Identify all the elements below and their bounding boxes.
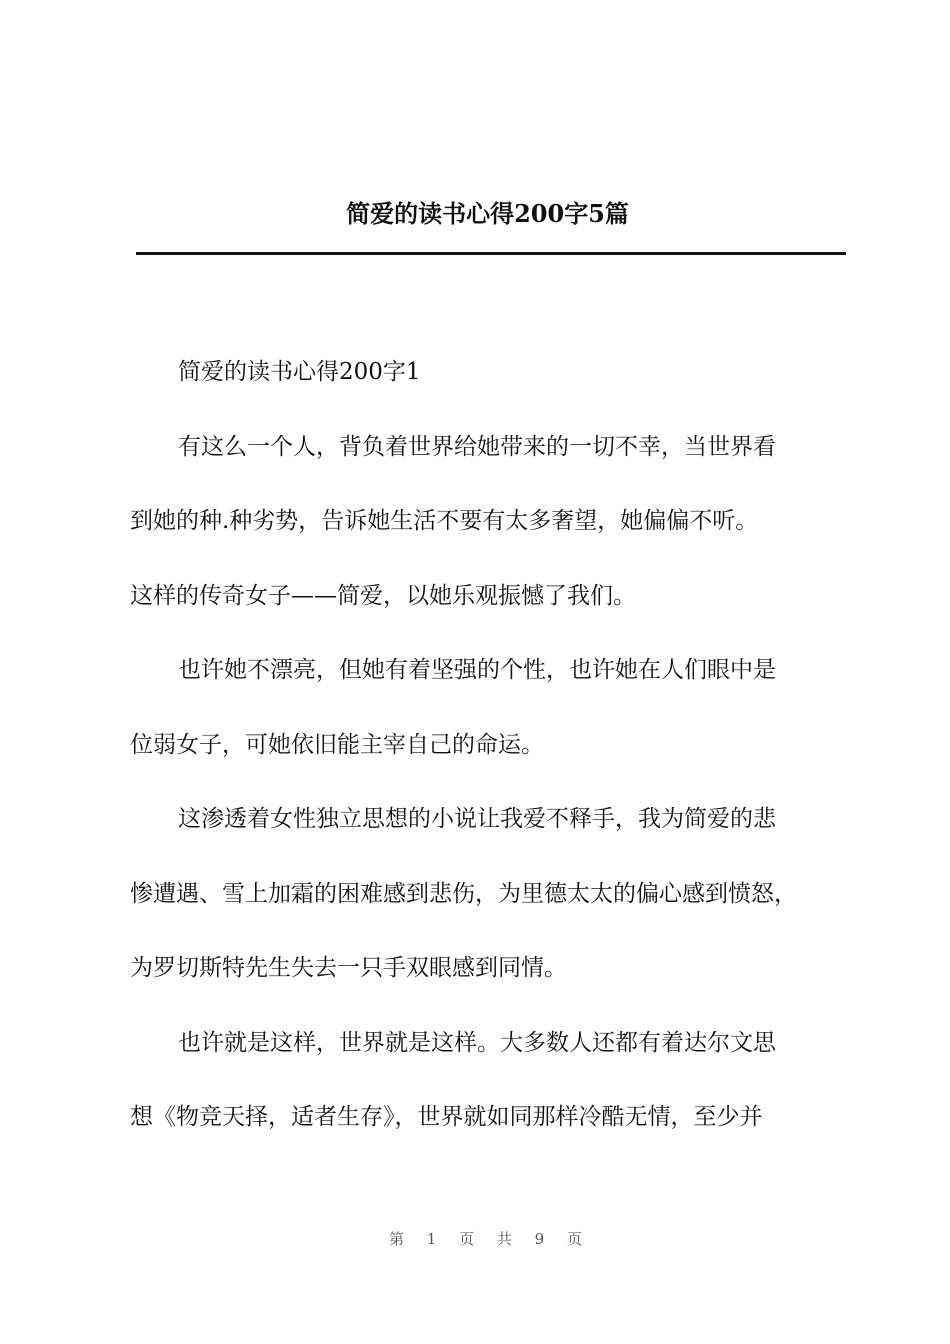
title-underline	[136, 252, 846, 255]
text-line: 也许就是这样，世界就是这样。大多数人还都有着达尔文思	[178, 1029, 776, 1056]
text-line: 这样的传奇女子——简爱，以她乐观振憾了我们。	[130, 582, 636, 609]
text-line: 有这么一个人，背负着世界给她带来的一切不幸，当世界看	[178, 433, 776, 460]
text-line: 也许她不漂亮，但她有着坚强的个性，也许她在人们眼中是	[178, 657, 776, 683]
text-line: 惨遭遇、雪上加霜的困难感到悲伤，为里德太太的偏心感到愤怒，	[130, 880, 797, 907]
document-body	[130, 335, 845, 1155]
page-number-footer: 第 1 页 共 9 页	[389, 1230, 586, 1248]
document-title: 简爱的读书心得200字5篇	[346, 199, 629, 228]
text-line: 位弱女子，可她依旧能主宰自己的命运。	[130, 731, 544, 758]
section-heading: 简爱的读书心得200字1	[178, 359, 421, 385]
text-line: 到她的种.种劣势，告诉她生活不要有太多奢望，她偏偏不听。	[130, 508, 759, 534]
text-line: 这渗透着女性独立思想的小说让我爱不释手，我为简爱的悲	[178, 806, 776, 832]
text-line: 想《物竞天择，适者生存》，世界就如同那样冷酷无情，至少并	[130, 1104, 763, 1130]
text-line: 为罗切斯特先生失去一只手双眼感到同情。	[130, 955, 567, 981]
